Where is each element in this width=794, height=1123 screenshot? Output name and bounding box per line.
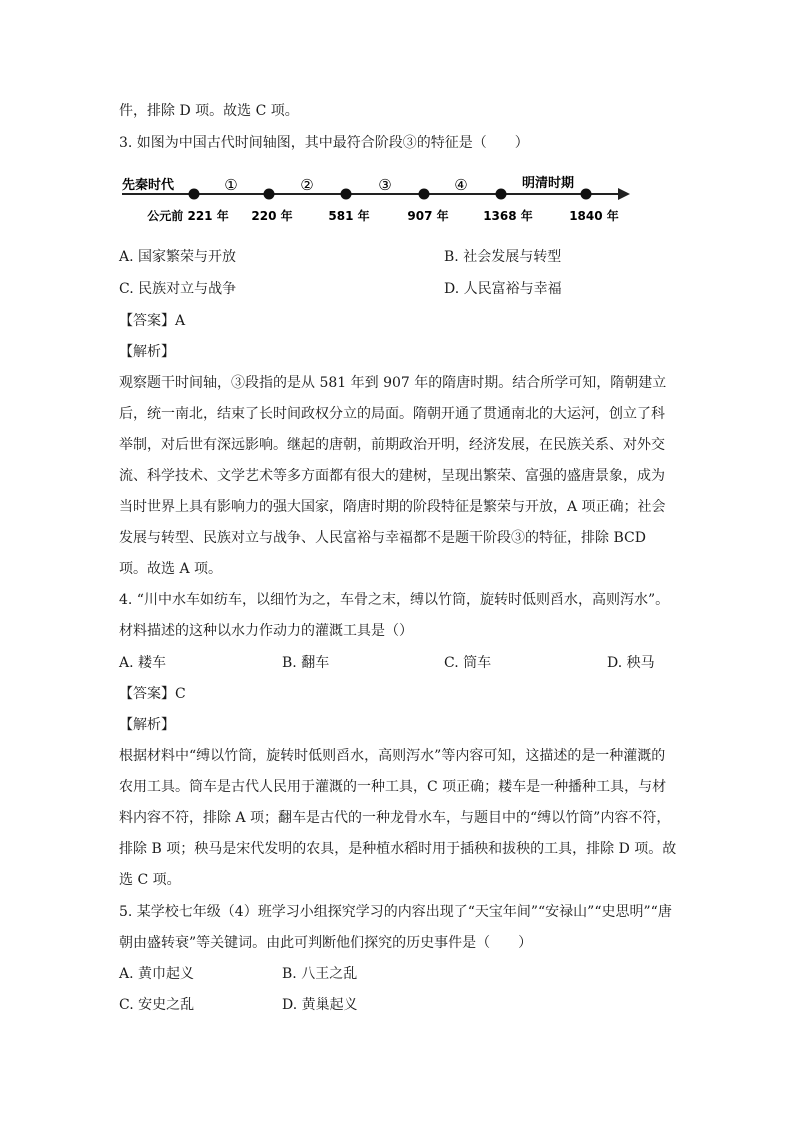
question-5-stem: 5. 某学校七年级（4）班学习小组探究学习的内容出现了“天宝年间”“安禄山”“史思明”“唐 xyxy=(119,904,672,920)
q3-option-d: D. 人民富裕与幸福 xyxy=(444,281,562,297)
timeline-year: 907 年 xyxy=(407,209,449,223)
q3-option-c: C. 民族对立与战争 xyxy=(119,281,237,297)
question-5-stem-cont: 朝由盛转衰”等关键词。由此可判断他们探究的历史事件是（ ） xyxy=(119,935,533,951)
timeline-year: 220 年 xyxy=(251,209,293,223)
timeline-start-label: 先秦时代 xyxy=(122,178,175,193)
q4-option-a: A. 耧车 xyxy=(119,655,167,671)
text-line: 后，统一南北，结束了长时间政权分立的局面。隋朝开通了贯通南北的大运河，创立了科 xyxy=(119,406,665,422)
q4-option-b: B. 翻车 xyxy=(282,655,330,671)
timeline-node xyxy=(581,189,592,200)
text-line: 当时世界上具有影响力的强大国家，隋唐时期的阶段特征是繁荣与开放，A 项正确；社会 xyxy=(119,499,666,515)
q5-option-c: C. 安史之乱 xyxy=(119,997,195,1013)
text-line: 根据材料中“缚以竹筒，旋转时低则舀水，高则泻水”等内容可知，这描述的是一种灌溉的 xyxy=(119,748,666,764)
q3-answer: 【答案】A xyxy=(119,313,186,329)
timeline-end-label: 明清时期 xyxy=(522,176,575,191)
text-line: 选 C 项。 xyxy=(119,872,181,888)
timeline-figure xyxy=(118,168,638,228)
q5-option-b: B. 八王之乱 xyxy=(282,966,358,982)
timeline-stage-2: ② xyxy=(300,176,314,194)
timeline-stage-3: ③ xyxy=(378,176,392,194)
text-line: 农用工具。筒车是古代人民用于灌溉的一种工具，C 项正确；耧车是一种播种工具，与材 xyxy=(119,779,667,795)
q3-option-b: B. 社会发展与转型 xyxy=(444,249,562,265)
text-line: 发展与转型、民族对立与战争、人民富裕与幸福都不是题干阶段③的特征，排除 BCD xyxy=(119,530,646,546)
timeline-stage-1: ① xyxy=(224,176,238,194)
timeline-node xyxy=(341,189,352,200)
timeline-arrow xyxy=(618,188,630,200)
timeline-year: 1368 年 xyxy=(483,209,533,223)
q4-analysis-heading: 【解析】 xyxy=(119,717,175,733)
q4-answer: 【答案】C xyxy=(119,686,186,702)
text-line: 排除 B 项；秧马是宋代发明的农具，是种植水稻时用于插秧和拔秧的工具，排除 D 项。故 xyxy=(119,841,677,857)
timeline-year: 1840 年 xyxy=(569,209,619,223)
q5-option-a: A. 黄巾起义 xyxy=(119,966,195,982)
timeline-year: 581 年 xyxy=(328,209,370,223)
timeline-year: 公元前 221 年 xyxy=(147,209,229,223)
text-line: 件，排除 D 项。故选 C 项。 xyxy=(119,103,299,119)
timeline-node xyxy=(419,189,430,200)
q3-analysis-heading: 【解析】 xyxy=(119,344,175,360)
q4-option-c: C. 筒车 xyxy=(444,655,492,671)
question-3-stem: 3. 如图为中国古代时间轴图，其中最符合阶段③的特征是（ ） xyxy=(119,135,529,151)
timeline-node xyxy=(264,189,275,200)
text-line: 观察题干时间轴，③段指的是从 581 年到 907 年的隋唐时期。结合所学可知，隋朝建立 xyxy=(119,375,667,391)
question-4-stem: 4. “川中水车如纺车，以细竹为之，车骨之末，缚以竹筒，旋转时低则舀水，高则泻水”。 xyxy=(119,592,670,608)
timeline-node xyxy=(496,189,507,200)
text-line: 项。故选 A 项。 xyxy=(119,561,223,577)
question-4-stem-cont: 材料描述的这种以水力作动力的灌溉工具是（） xyxy=(119,623,413,639)
timeline-node xyxy=(189,189,200,200)
q4-option-d: D. 秧马 xyxy=(607,655,655,671)
timeline-stage-4: ④ xyxy=(454,176,468,194)
q3-option-a: A. 国家繁荣与开放 xyxy=(119,249,237,265)
q5-option-d: D. 黄巢起义 xyxy=(282,997,358,1013)
text-line: 流、科学技术、文学艺术等多方面都有很大的建树，呈现出繁荣、富强的盛唐景象，成为 xyxy=(119,468,665,484)
text-line: 料内容不符，排除 A 项；翻车是古代的一种龙骨水车，与题目中的“缚以竹筒”内容不符， xyxy=(119,810,671,826)
text-line: 举制，对后世有深远影响。继起的唐朝，前期政治开明，经济发展，在民族关系、对外交 xyxy=(119,437,665,453)
